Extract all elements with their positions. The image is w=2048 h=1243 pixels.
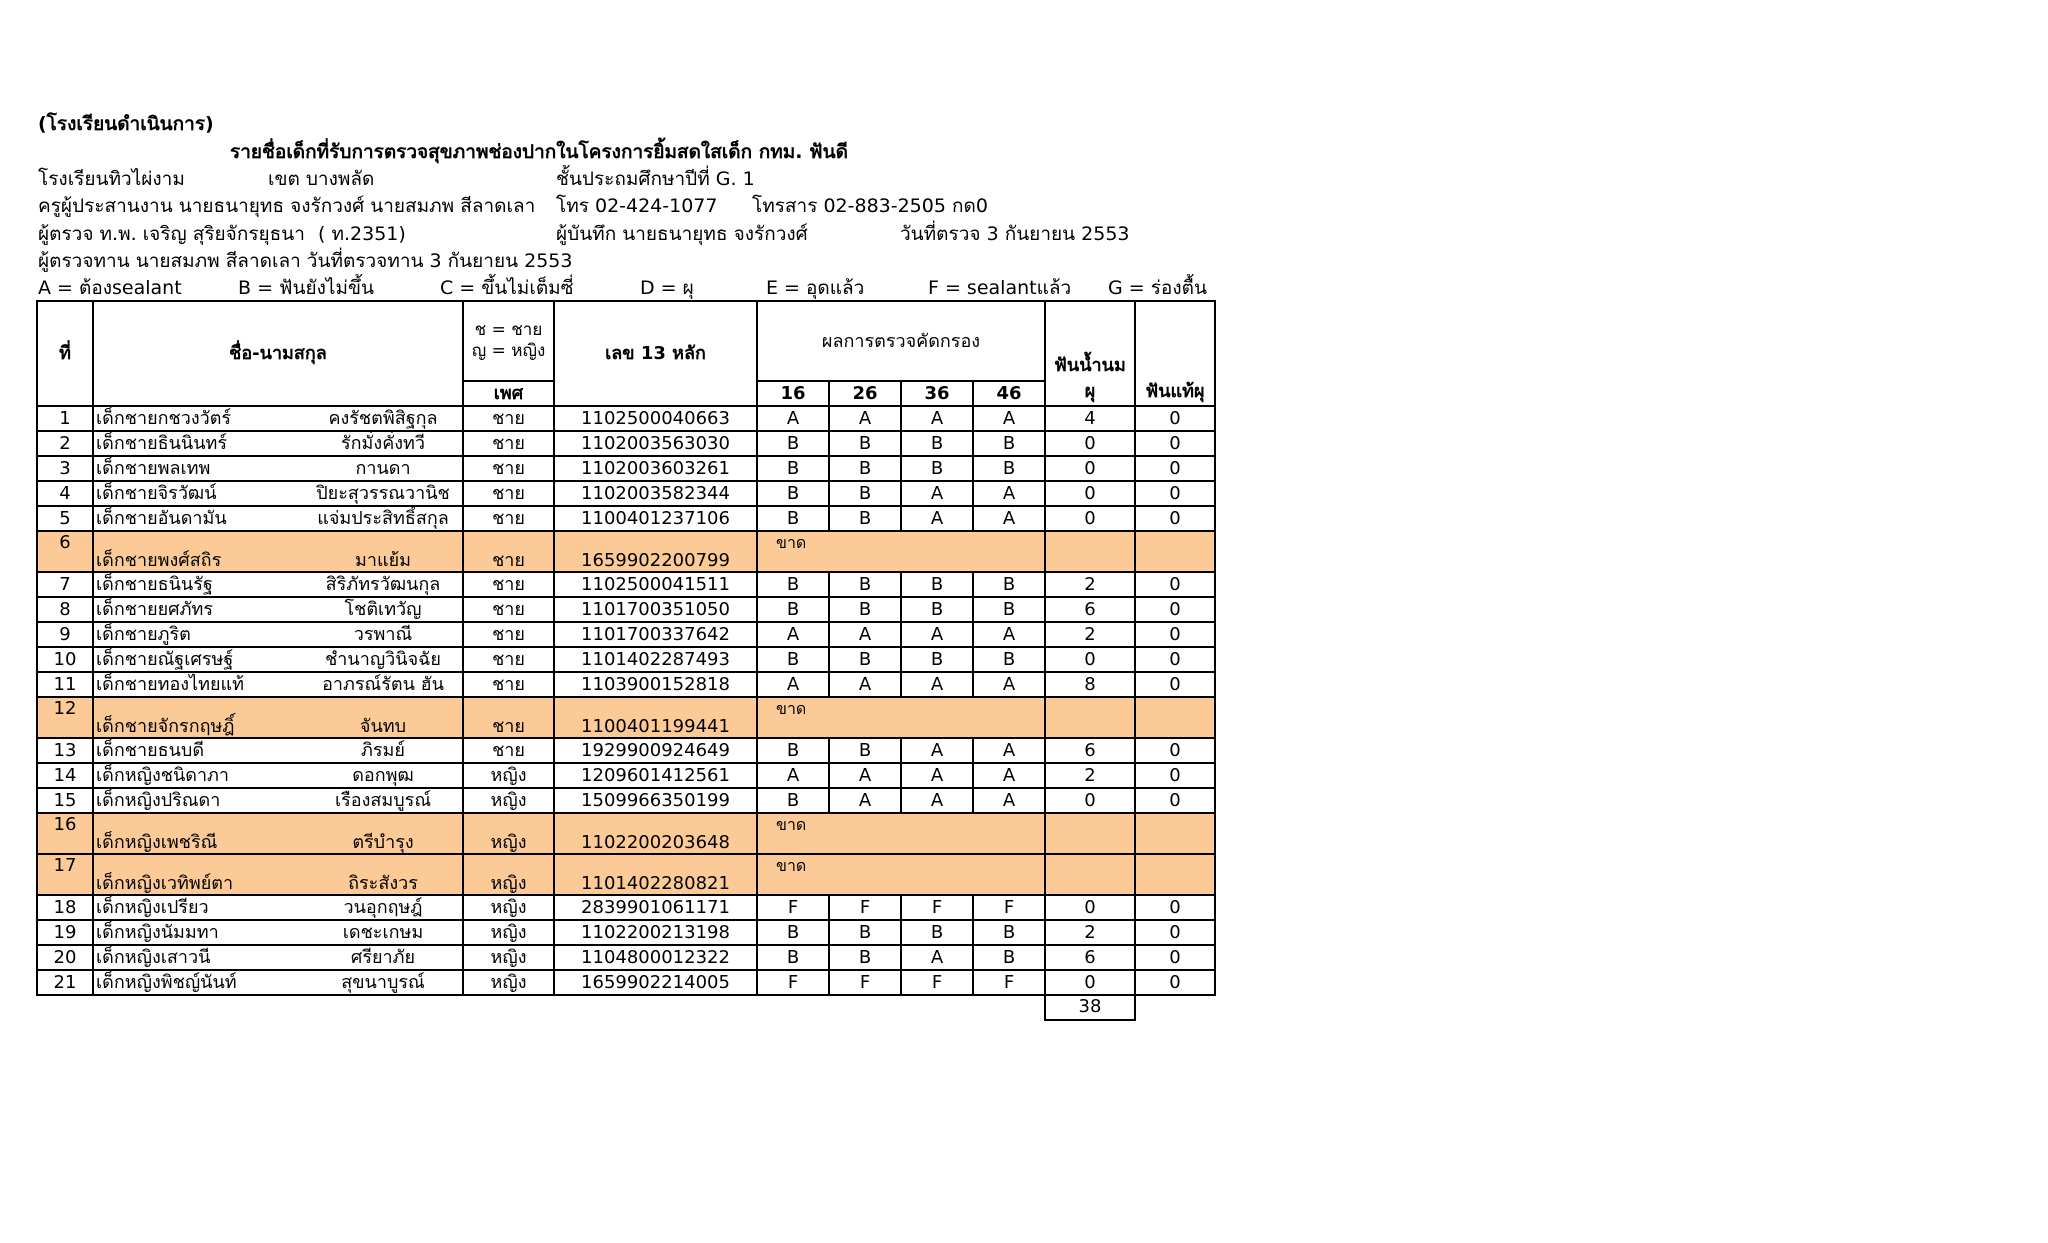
last-name: สุขนาบูรณ์ xyxy=(341,972,425,993)
row-no: 17 xyxy=(37,854,93,895)
first-name: เด็กหญิงเพชริณี xyxy=(96,832,218,853)
row-primary: 0 xyxy=(1045,481,1135,506)
first-name: เด็กหญิงเวทิพย์ตา xyxy=(96,873,234,894)
row-name xyxy=(93,697,463,738)
tooth-26: B xyxy=(829,572,901,597)
row-no: 1 xyxy=(37,406,93,431)
table-row xyxy=(37,647,1215,672)
row-name xyxy=(93,572,463,597)
last-name: ดอกพุฒ xyxy=(352,765,414,786)
row-id: 1101700351050 xyxy=(554,597,757,622)
table-row xyxy=(37,920,1215,945)
tooth-26: B xyxy=(829,945,901,970)
legend-b: B = ฟันยังไม่ขึ้น xyxy=(238,277,374,299)
row-name xyxy=(93,456,463,481)
tooth-46: F xyxy=(973,970,1045,995)
row-id: 1102500040663 xyxy=(554,406,757,431)
tooth-26: B xyxy=(829,738,901,763)
row-name xyxy=(93,970,463,995)
table-row xyxy=(37,531,1215,572)
row-id: 1102200213198 xyxy=(554,920,757,945)
header-row-1 xyxy=(37,301,1215,381)
row-no: 8 xyxy=(37,597,93,622)
first-name: เด็กชายธนบดี xyxy=(96,740,205,761)
row-sex: ชาย xyxy=(463,597,554,622)
last-name: ชำนาญวินิจฉัย xyxy=(325,649,441,670)
last-name: วรพาณี xyxy=(353,624,413,645)
row-name xyxy=(93,945,463,970)
row-primary: 0 xyxy=(1045,431,1135,456)
row-sex: ชาย xyxy=(463,572,554,597)
row-primary: 6 xyxy=(1045,738,1135,763)
absent-label: ขาด xyxy=(757,813,1045,854)
total-primary-decay: 38 xyxy=(1044,995,1136,1021)
tooth-26: A xyxy=(829,788,901,813)
row-permanent xyxy=(1135,697,1215,738)
table-row xyxy=(37,970,1215,995)
tooth-26: F xyxy=(829,895,901,920)
col-header-primary: ฟันน้ำนมผุ xyxy=(1045,301,1135,406)
tooth-36: A xyxy=(901,945,973,970)
row-name xyxy=(93,895,463,920)
last-name: อาภรณ์รัตน ฮัน xyxy=(322,674,444,695)
examiner: ผู้ตรวจ ท.พ. เจริญ สุริยจักรยุธนา xyxy=(38,223,305,245)
table-row xyxy=(37,506,1215,531)
row-id: 1659902200799 xyxy=(554,531,757,572)
legend-c: C = ขึ้นไม่เต็มซี่ xyxy=(440,277,574,299)
row-permanent: 0 xyxy=(1135,763,1215,788)
row-name xyxy=(93,813,463,854)
row-name xyxy=(93,763,463,788)
tooth-26: B xyxy=(829,431,901,456)
col-header-id: เลข 13 หลัก xyxy=(554,301,757,406)
row-sex: ชาย xyxy=(463,738,554,763)
row-sex: ชาย xyxy=(463,672,554,697)
row-id: 1102003582344 xyxy=(554,481,757,506)
row-id: 1102003603261 xyxy=(554,456,757,481)
row-permanent: 0 xyxy=(1135,622,1215,647)
tooth-36: B xyxy=(901,647,973,672)
tooth-16: B xyxy=(757,920,829,945)
row-permanent: 0 xyxy=(1135,456,1215,481)
tooth-16: B xyxy=(757,572,829,597)
tooth-26: F xyxy=(829,970,901,995)
tooth-16: B xyxy=(757,647,829,672)
col-header-tooth-46: 46 xyxy=(973,381,1045,406)
row-sex: หญิง xyxy=(463,788,554,813)
last-name: เดชะเกษม xyxy=(342,922,424,943)
tooth-26: B xyxy=(829,506,901,531)
row-permanent: 0 xyxy=(1135,738,1215,763)
legend-d: D = ผุ xyxy=(640,277,694,299)
col-header-tooth-26: 26 xyxy=(829,381,901,406)
row-name xyxy=(93,738,463,763)
tooth-46: A xyxy=(973,481,1045,506)
row-name xyxy=(93,854,463,895)
tooth-16: F xyxy=(757,895,829,920)
row-sex: ชาย xyxy=(463,456,554,481)
row-permanent: 0 xyxy=(1135,970,1215,995)
tooth-36: F xyxy=(901,895,973,920)
tooth-26: A xyxy=(829,622,901,647)
row-primary: 8 xyxy=(1045,672,1135,697)
row-no: 7 xyxy=(37,572,93,597)
last-name: จันทบ xyxy=(359,716,407,737)
last-name: ศรียาภัย xyxy=(350,947,416,968)
row-no: 9 xyxy=(37,622,93,647)
row-primary: 2 xyxy=(1045,763,1135,788)
last-name: วนอุกฤษฎ์ xyxy=(343,897,423,918)
col-header-no: ที่ xyxy=(37,301,93,406)
col-header-name: ชื่อ-นามสกุล xyxy=(93,301,463,406)
tooth-16: B xyxy=(757,431,829,456)
row-name xyxy=(93,672,463,697)
row-permanent xyxy=(1135,813,1215,854)
tooth-36: A xyxy=(901,763,973,788)
row-sex: ชาย xyxy=(463,531,554,572)
row-id: 1101700337642 xyxy=(554,622,757,647)
tooth-46: B xyxy=(973,572,1045,597)
table-row xyxy=(37,697,1215,738)
row-id: 1100401237106 xyxy=(554,506,757,531)
table-row xyxy=(37,597,1215,622)
tooth-46: F xyxy=(973,895,1045,920)
row-no: 21 xyxy=(37,970,93,995)
first-name: เด็กหญิงเปรียว xyxy=(96,897,209,918)
first-name: เด็กหญิงปริณดา xyxy=(96,790,221,811)
row-sex: หญิง xyxy=(463,895,554,920)
row-permanent: 0 xyxy=(1135,481,1215,506)
tooth-36: A xyxy=(901,506,973,531)
tooth-16: A xyxy=(757,622,829,647)
tooth-16: B xyxy=(757,945,829,970)
row-primary: 0 xyxy=(1045,506,1135,531)
row-primary: 0 xyxy=(1045,647,1135,672)
tooth-36: F xyxy=(901,970,973,995)
row-permanent: 0 xyxy=(1135,672,1215,697)
exam-date: วันที่ตรวจ 3 กันยายน 2553 xyxy=(900,223,1130,245)
tooth-26: B xyxy=(829,647,901,672)
row-primary xyxy=(1045,531,1135,572)
row-id: 1103900152818 xyxy=(554,672,757,697)
row-no: 3 xyxy=(37,456,93,481)
tooth-46: B xyxy=(973,945,1045,970)
row-no: 19 xyxy=(37,920,93,945)
tooth-36: A xyxy=(901,622,973,647)
row-primary: 6 xyxy=(1045,945,1135,970)
tooth-26: A xyxy=(829,672,901,697)
row-name xyxy=(93,481,463,506)
row-no: 6 xyxy=(37,531,93,572)
row-sex: หญิง xyxy=(463,970,554,995)
row-sex: หญิง xyxy=(463,920,554,945)
tooth-36: A xyxy=(901,738,973,763)
table-row xyxy=(37,738,1215,763)
row-sex: หญิง xyxy=(463,763,554,788)
tooth-16: A xyxy=(757,763,829,788)
tooth-36: B xyxy=(901,597,973,622)
legend-f: F = sealantแล้ว xyxy=(928,277,1072,299)
first-name: เด็กหญิงชนิดาภา xyxy=(96,765,230,786)
first-name: เด็กหญิงพิชญ์นันท์ xyxy=(96,972,237,993)
row-sex: ชาย xyxy=(463,697,554,738)
table-row xyxy=(37,406,1215,431)
tooth-16: A xyxy=(757,406,829,431)
tooth-16: B xyxy=(757,456,829,481)
tooth-36: A xyxy=(901,406,973,431)
tooth-36: B xyxy=(901,572,973,597)
tooth-36: B xyxy=(901,456,973,481)
row-no: 5 xyxy=(37,506,93,531)
row-no: 4 xyxy=(37,481,93,506)
row-primary: 6 xyxy=(1045,597,1135,622)
row-permanent: 0 xyxy=(1135,945,1215,970)
row-no: 2 xyxy=(37,431,93,456)
row-primary: 2 xyxy=(1045,572,1135,597)
last-name: ถิระสังวร xyxy=(348,873,418,894)
tooth-36: A xyxy=(901,672,973,697)
absent-label: ขาด xyxy=(757,531,1045,572)
row-id: 1102200203648 xyxy=(554,813,757,854)
row-name xyxy=(93,647,463,672)
legend-e: E = อุดแล้ว xyxy=(766,277,865,299)
table-row xyxy=(37,895,1215,920)
reviewer: ผู้ตรวจทาน นายสมภพ สีลาดเลา วันที่ตรวจทาน 3 กันยายน 2553 xyxy=(38,250,573,272)
row-sex: หญิง xyxy=(463,813,554,854)
first-name: เด็กชายจักรกฤษฎิ์ xyxy=(96,716,235,737)
first-name: เด็กชายธนินรัฐ xyxy=(96,574,213,595)
table-row xyxy=(37,622,1215,647)
last-name: แจ่มประสิทธิ์สกุล xyxy=(317,508,449,529)
row-primary xyxy=(1045,854,1135,895)
tooth-16: B xyxy=(757,788,829,813)
tooth-46: A xyxy=(973,672,1045,697)
page-title: รายชื่อเด็กที่รับการตรวจสุขภาพช่องปากในโครงการยิ้มสดใสเด็ก กทม. ฟันดี xyxy=(230,141,848,163)
row-no: 10 xyxy=(37,647,93,672)
row-id: 1509966350199 xyxy=(554,788,757,813)
school-name: โรงเรียนทิวไผ่งาม xyxy=(38,168,185,190)
first-name: เด็กชายพงศ์สถิร xyxy=(96,550,222,571)
row-name xyxy=(93,431,463,456)
row-sex: ชาย xyxy=(463,506,554,531)
col-header-tooth-36: 36 xyxy=(901,381,973,406)
tooth-46: A xyxy=(973,406,1045,431)
table-row xyxy=(37,572,1215,597)
tooth-16: B xyxy=(757,506,829,531)
legend-a: A = ต้องsealant xyxy=(38,277,182,299)
row-no: 12 xyxy=(37,697,93,738)
first-name: เด็กชายพลเทพ xyxy=(96,458,211,479)
first-name: เด็กชายอันดามัน xyxy=(96,508,227,529)
row-permanent xyxy=(1135,531,1215,572)
students-table xyxy=(36,300,1216,996)
tooth-16: F xyxy=(757,970,829,995)
last-name: กานดา xyxy=(355,458,411,479)
recorder: ผู้บันทึก นายธนายุทธ จงรักวงศ์ xyxy=(556,223,808,245)
first-name: เด็กหญิงนัมมทา xyxy=(96,922,219,943)
tooth-26: B xyxy=(829,456,901,481)
row-sex: ชาย xyxy=(463,481,554,506)
tooth-26: B xyxy=(829,481,901,506)
row-permanent: 0 xyxy=(1135,895,1215,920)
col-header-screening: ผลการตรวจคัดกรอง xyxy=(757,301,1045,381)
row-primary xyxy=(1045,697,1135,738)
row-id: 1102500041511 xyxy=(554,572,757,597)
row-name xyxy=(93,597,463,622)
col-header-sex: เพศ xyxy=(463,381,554,406)
tooth-46: A xyxy=(973,738,1045,763)
tooth-26: B xyxy=(829,920,901,945)
row-primary: 0 xyxy=(1045,895,1135,920)
table-row xyxy=(37,813,1215,854)
row-id: 1100401199441 xyxy=(554,697,757,738)
district: เขต บางพลัด xyxy=(268,168,375,190)
col-header-permanent: ฟันแท้ผุ xyxy=(1135,301,1215,406)
row-permanent: 0 xyxy=(1135,597,1215,622)
tooth-36: A xyxy=(901,481,973,506)
last-name: เรืองสมบูรณ์ xyxy=(334,790,432,811)
tooth-46: B xyxy=(973,920,1045,945)
header-org: (โรงเรียนดำเนินการ) xyxy=(38,113,214,135)
first-name: เด็กชายภูริต xyxy=(96,624,191,645)
tooth-46: B xyxy=(973,597,1045,622)
row-name xyxy=(93,531,463,572)
row-primary: 4 xyxy=(1045,406,1135,431)
tooth-46: A xyxy=(973,788,1045,813)
last-name: สิริภัทรวัฒนกุล xyxy=(325,574,441,595)
last-name: มาแย้ม xyxy=(355,550,411,571)
row-id: 1659902214005 xyxy=(554,970,757,995)
row-name xyxy=(93,406,463,431)
table-row xyxy=(37,672,1215,697)
row-primary: 2 xyxy=(1045,622,1135,647)
row-primary: 0 xyxy=(1045,970,1135,995)
tooth-16: B xyxy=(757,481,829,506)
absent-label: ขาด xyxy=(757,697,1045,738)
row-sex: ชาย xyxy=(463,622,554,647)
table-row xyxy=(37,456,1215,481)
col-header-tooth-16: 16 xyxy=(757,381,829,406)
row-no: 13 xyxy=(37,738,93,763)
tooth-46: B xyxy=(973,431,1045,456)
row-sex: หญิง xyxy=(463,945,554,970)
tooth-26: A xyxy=(829,406,901,431)
row-permanent: 0 xyxy=(1135,647,1215,672)
row-primary: 0 xyxy=(1045,456,1135,481)
row-name xyxy=(93,920,463,945)
row-id: 1104800012322 xyxy=(554,945,757,970)
row-sex: ชาย xyxy=(463,647,554,672)
tooth-46: B xyxy=(973,647,1045,672)
table-row xyxy=(37,854,1215,895)
row-permanent: 0 xyxy=(1135,406,1215,431)
row-permanent: 0 xyxy=(1135,431,1215,456)
first-name: เด็กชายจิรวัฒน์ xyxy=(96,483,217,504)
last-name: ภิรมย์ xyxy=(361,740,405,761)
row-permanent xyxy=(1135,854,1215,895)
row-id: 2839901061171 xyxy=(554,895,757,920)
row-primary: 2 xyxy=(1045,920,1135,945)
row-sex: หญิง xyxy=(463,854,554,895)
coordinator: ครูผู้ประสานงาน นายธนายุทธ จงรักวงศ์ นายสมภพ สีลาดเลา xyxy=(38,195,536,217)
last-name: โชติเทวัญ xyxy=(344,599,422,620)
first-name: เด็กชายณัฐเศรษฐ์ xyxy=(96,649,234,670)
tooth-16: B xyxy=(757,597,829,622)
grade: ชั้นประถมศึกษาปีที่ G. 1 xyxy=(556,168,755,190)
table-row xyxy=(37,763,1215,788)
first-name: เด็กหญิงเสาวนี xyxy=(96,947,211,968)
row-permanent: 0 xyxy=(1135,920,1215,945)
row-permanent: 0 xyxy=(1135,506,1215,531)
phone: โทร 02-424-1077 xyxy=(556,195,718,217)
row-name xyxy=(93,506,463,531)
row-id: 1209601412561 xyxy=(554,763,757,788)
row-primary: 0 xyxy=(1045,788,1135,813)
table-row xyxy=(37,431,1215,456)
tooth-46: A xyxy=(973,622,1045,647)
row-name xyxy=(93,622,463,647)
first-name: เด็กชายธินนินทร์ xyxy=(96,433,228,454)
row-sex: ชาย xyxy=(463,431,554,456)
row-no: 20 xyxy=(37,945,93,970)
row-no: 15 xyxy=(37,788,93,813)
first-name: เด็กชายทองไทยแท้ xyxy=(96,674,245,695)
row-sex: ชาย xyxy=(463,406,554,431)
examiner-code: ( ท.2351) xyxy=(318,223,406,245)
last-name: ปิยะสุวรรณวานิช xyxy=(316,483,450,504)
tooth-36: A xyxy=(901,788,973,813)
row-id: 1101402287493 xyxy=(554,647,757,672)
row-no: 14 xyxy=(37,763,93,788)
table-row xyxy=(37,788,1215,813)
fax: โทรสาร 02-883-2505 กด0 xyxy=(752,195,988,217)
tooth-36: B xyxy=(901,431,973,456)
table-row xyxy=(37,481,1215,506)
row-id: 1102003563030 xyxy=(554,431,757,456)
tooth-46: A xyxy=(973,506,1045,531)
first-name: เด็กชายยศภัทร xyxy=(96,599,213,620)
last-name: รักมั่งคั่งทวี xyxy=(340,433,426,454)
absent-label: ขาด xyxy=(757,854,1045,895)
tooth-46: A xyxy=(973,763,1045,788)
last-name: ตรีบำรุง xyxy=(352,832,414,853)
row-no: 16 xyxy=(37,813,93,854)
row-permanent: 0 xyxy=(1135,572,1215,597)
row-permanent: 0 xyxy=(1135,788,1215,813)
tooth-46: B xyxy=(973,456,1045,481)
tooth-36: B xyxy=(901,920,973,945)
tooth-16: A xyxy=(757,672,829,697)
first-name: เด็กชายกชวงวัตร์ xyxy=(96,408,232,429)
row-name xyxy=(93,788,463,813)
row-no: 11 xyxy=(37,672,93,697)
last-name: คงรัชตพิสิฐกุล xyxy=(328,408,438,429)
tooth-26: A xyxy=(829,763,901,788)
legend-g: G = ร่องตื้น xyxy=(1108,277,1207,299)
table-row xyxy=(37,945,1215,970)
row-id: 1929900924649 xyxy=(554,738,757,763)
row-primary xyxy=(1045,813,1135,854)
tooth-26: B xyxy=(829,597,901,622)
col-header-sex-note: ช = ชาย ญ = หญิง xyxy=(463,301,554,381)
tooth-16: B xyxy=(757,738,829,763)
row-id: 1101402280821 xyxy=(554,854,757,895)
row-no: 18 xyxy=(37,895,93,920)
